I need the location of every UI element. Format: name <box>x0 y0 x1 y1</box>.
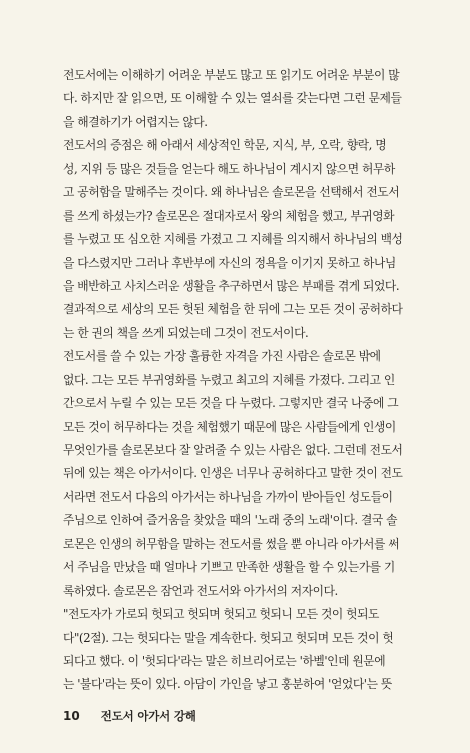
text-line: 을 다스렸지만 그러나 후반부에 자신의 정욕을 이기지 못하고 하나님 <box>63 255 396 270</box>
body-text <box>63 64 435 697</box>
text-line: 되다고 했다. 이 '헛되다'라는 말은 히브리어로는 '하벨'인데 원문에 <box>63 653 386 668</box>
text-line: 없다. 그는 모든 부귀영화를 누렸고 최고의 지혜를 가졌다. 그리고 인 <box>63 372 395 387</box>
text-line: 는 '불다'라는 뜻이 있다. 아담이 가인을 낳고 훙분하여 '얻었다'는 뜻 <box>63 677 392 692</box>
page-footer <box>63 706 196 724</box>
text-line: 을 배반하고 사치스러운 생활을 추구하면서 많은 부패를 겪게 되었다. <box>63 278 400 293</box>
text-line: 전도서를 쓸 수 있는 가장 훌륭한 자격을 가진 사람은 솔로몬 밖에 <box>63 349 381 364</box>
text-line: 다"(2절). 그는 헛되다는 말을 계속한다. 헛되고 헛되며 모든 것이 헛 <box>63 630 394 645</box>
text-line: 로몬은 인생의 허무함을 말하는 전도서를 썼을 뿐 아니라 아가서를 써 <box>63 536 400 551</box>
text-line: 성, 지위 등 많은 것들을 얻는다 해도 하나님이 계시지 않으면 허무하 <box>63 161 395 176</box>
text-line: 주님으로 인하여 즐거움을 찾았을 때의 '노래 중의 노래'이다. 결국 솔 <box>63 513 398 528</box>
text-line: 고 공허함을 말해주는 것이다. 왜 하나님은 솔로몬을 선택해서 전도서 <box>63 185 400 200</box>
text-line: 는 한 권의 책을 쓰게 되었는데 그것이 전도서이다. <box>63 325 309 340</box>
text-line: 결과적으로 세상의 모든 헛된 체험을 한 뒤에 그는 모든 것이 공허하다 <box>63 302 403 317</box>
text-line: 다. 하지만 잘 읽으면, 또 이해할 수 있는 열쇠를 갖는다면 그런 문제들 <box>63 91 402 106</box>
text-line: 서라면 전도서 다음의 아가서는 하나님을 가까이 받아들인 성도들이 <box>63 489 393 504</box>
text-line: 를 누렸고 또 심오한 지혜를 가졌고 그 지혜를 의지해서 하나님의 백성 <box>63 232 403 247</box>
text-line: "전도자가 가로되 헛되고 헛되며 헛되고 헛되니 모든 것이 헛되도 <box>63 607 379 622</box>
text-line: 서 주님을 만났을 때 얼마나 기쁘고 만족한 생활을 할 수 있는가를 기 <box>63 560 395 575</box>
text-line: 록하였다. 솔로몬은 잠언과 전도서와 아가서의 저자이다. <box>63 583 338 598</box>
text-line: 무엇인가를 솔로몬보다 잘 알려줄 수 있는 사람은 없다. 그런데 전도서 <box>63 443 403 457</box>
text-line: 모든 것이 허무하다는 것을 체험했기 때문에 많은 사람들에게 인생이 <box>63 419 396 434</box>
text-line: 을 해결하기가 어렵지는 않다. <box>63 114 208 129</box>
text-line: 전도서의 증점은 해 아래서 세상적인 학문, 지식, 부, 오락, 향락, 명 <box>63 138 387 153</box>
text-line: 전도서에는 이해하기 어려운 부분도 많고 또 읽기도 어려운 부분이 많 <box>63 68 400 82</box>
text-line: 간으로서 누릴 수 있는 모든 것을 다 누렸다. 그렇지만 결국 나중에 그 <box>63 396 399 411</box>
page-number: 10 <box>63 709 80 723</box>
running-title: 전도서 아가서 강해 <box>100 709 196 723</box>
text-line: 뒤에 있는 책은 아가서이다. 인생은 너무나 공허하다고 말한 것이 전도 <box>63 466 403 481</box>
text-line: 를 쓰게 하셨는가? 솔로몬은 절대자로서 왕의 체험을 했고, 부귀영화 <box>63 208 395 223</box>
